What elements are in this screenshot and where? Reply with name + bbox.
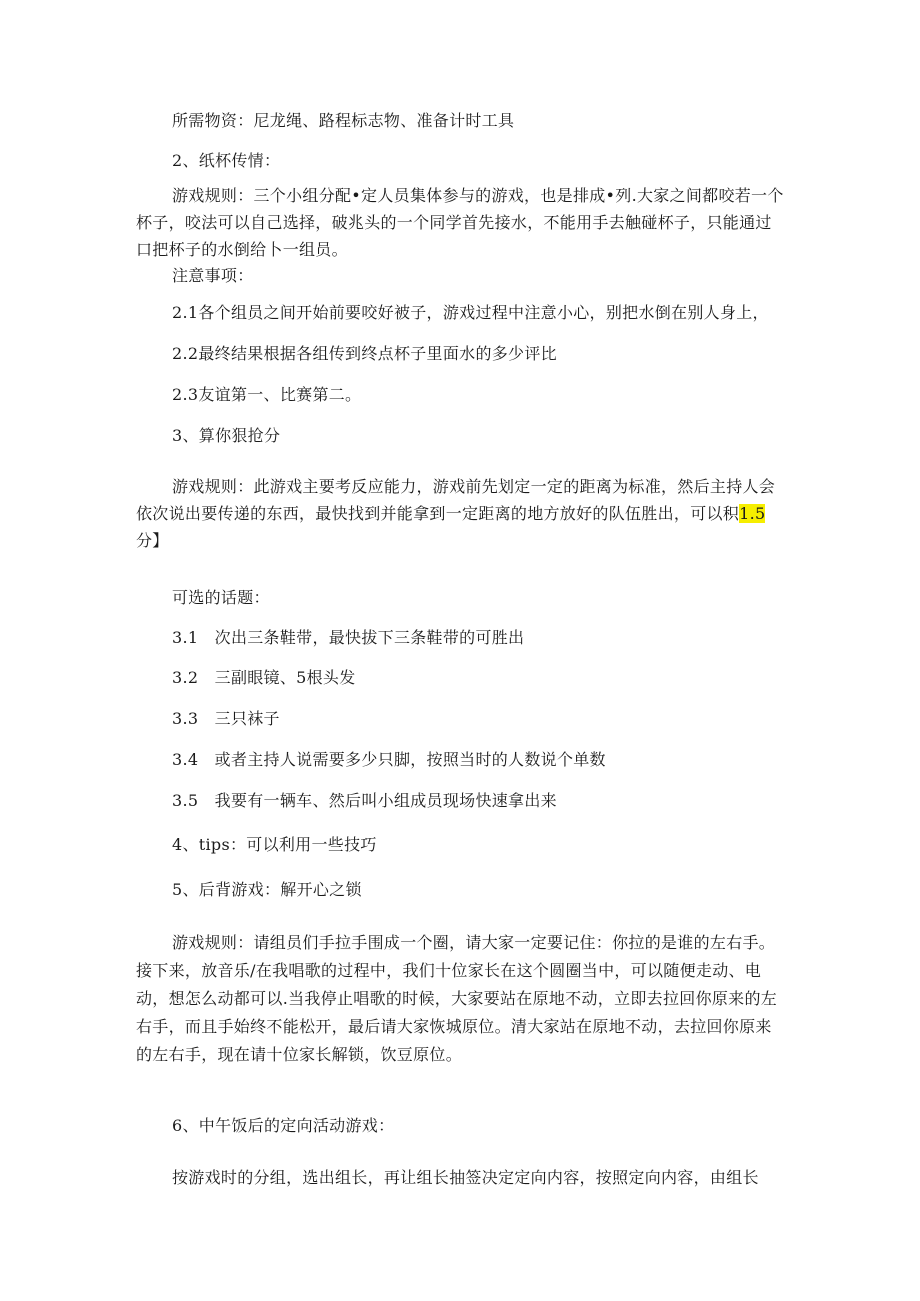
heading-paper-cup-game: 2、纸杯传情： <box>172 151 281 170</box>
rules-text: 游戏规则：此游戏主要考反应能力，游戏前先划定一定的距离为标准，然后主持人会依次说出要传递的东西，最快找到并能拿到一定距离的地方放好的队伍胜出，可以积 <box>136 477 776 523</box>
topic-3-1: 3.1 次出三条鞋带，最快拔下三条鞋带的可胜出 <box>172 628 525 647</box>
note-2-3: 2.3友谊第一、比赛第二。 <box>172 385 362 404</box>
topic-3-3: 3.3 三只袜子 <box>172 709 280 728</box>
heading-notes: 注意事项： <box>172 266 254 285</box>
heading-grab-points: 3、算你狠抢分 <box>172 426 281 445</box>
highlighted-score: 1.5 <box>739 504 766 523</box>
heading-optional-topics: 可选的话题： <box>172 588 270 607</box>
rules-tail: 分】 <box>136 531 169 550</box>
topic-3-2: 3.2 三副眼镜、5根头发 <box>172 668 356 687</box>
heading-orienteering: 6、中午饭后的定向活动游戏： <box>172 1116 395 1135</box>
paragraph-cup-game-rules: 游戏规则：三个小组分配•定人员集体参与的游戏，也是排成•列.大家之间都咬若一个杯子，咬法可以自己选择，破兆头的一个同学首先接水，不能用手去触碰杯子，只能通过口把杯子的水倒给卜一组员。 <box>136 186 784 259</box>
heading-tips: 4、tips：可以利用一些技巧 <box>172 835 377 854</box>
note-2-1: 2.1各个组员之间开始前要咬好被子，游戏过程中注意小心，别把水倒在别人身上， <box>172 303 769 322</box>
note-2-2: 2.2最终结果根据各组传到终点杯子里面水的多少评比 <box>172 344 557 363</box>
paragraph-orienteering: 按游戏时的分组，选出组长，再让组长抽签决定定向内容，按照定向内容，由组长 <box>172 1168 759 1187</box>
paragraph-grab-points-rules <box>136 473 784 554</box>
topic-3-5: 3.5 我要有一辆车、然后叫小组成员现场快速拿出来 <box>172 791 557 810</box>
heading-back-game: 5、后背游戏：解开心之锁 <box>172 880 362 899</box>
paragraph-back-game-rules: 游戏规则：请组员们手拉手围成一个圈，请大家一定要记住：你拉的是谁的左右手。接下来，放音乐/在我唱歌的过程中，我们十位家长在这个圆圈当中，可以随便走动、电动，想怎么动都可以.当我停止唱歌的时候，大家要站在原地不动，立即去拉回你原来的左右手，而且手始终不能松开，最后请大家恢城原位。清大家站在原地不动，去拉回你原来的左右手，现在请十位家长解锁，饮豆原位。 <box>136 933 778 1064</box>
topic-3-4: 3.4 或者主持人说需要多少只脚，按照当时的人数说个单数 <box>172 750 606 769</box>
paragraph-materials: 所需物资：尼龙绳、路程标志物、准备计时工具 <box>172 111 515 130</box>
